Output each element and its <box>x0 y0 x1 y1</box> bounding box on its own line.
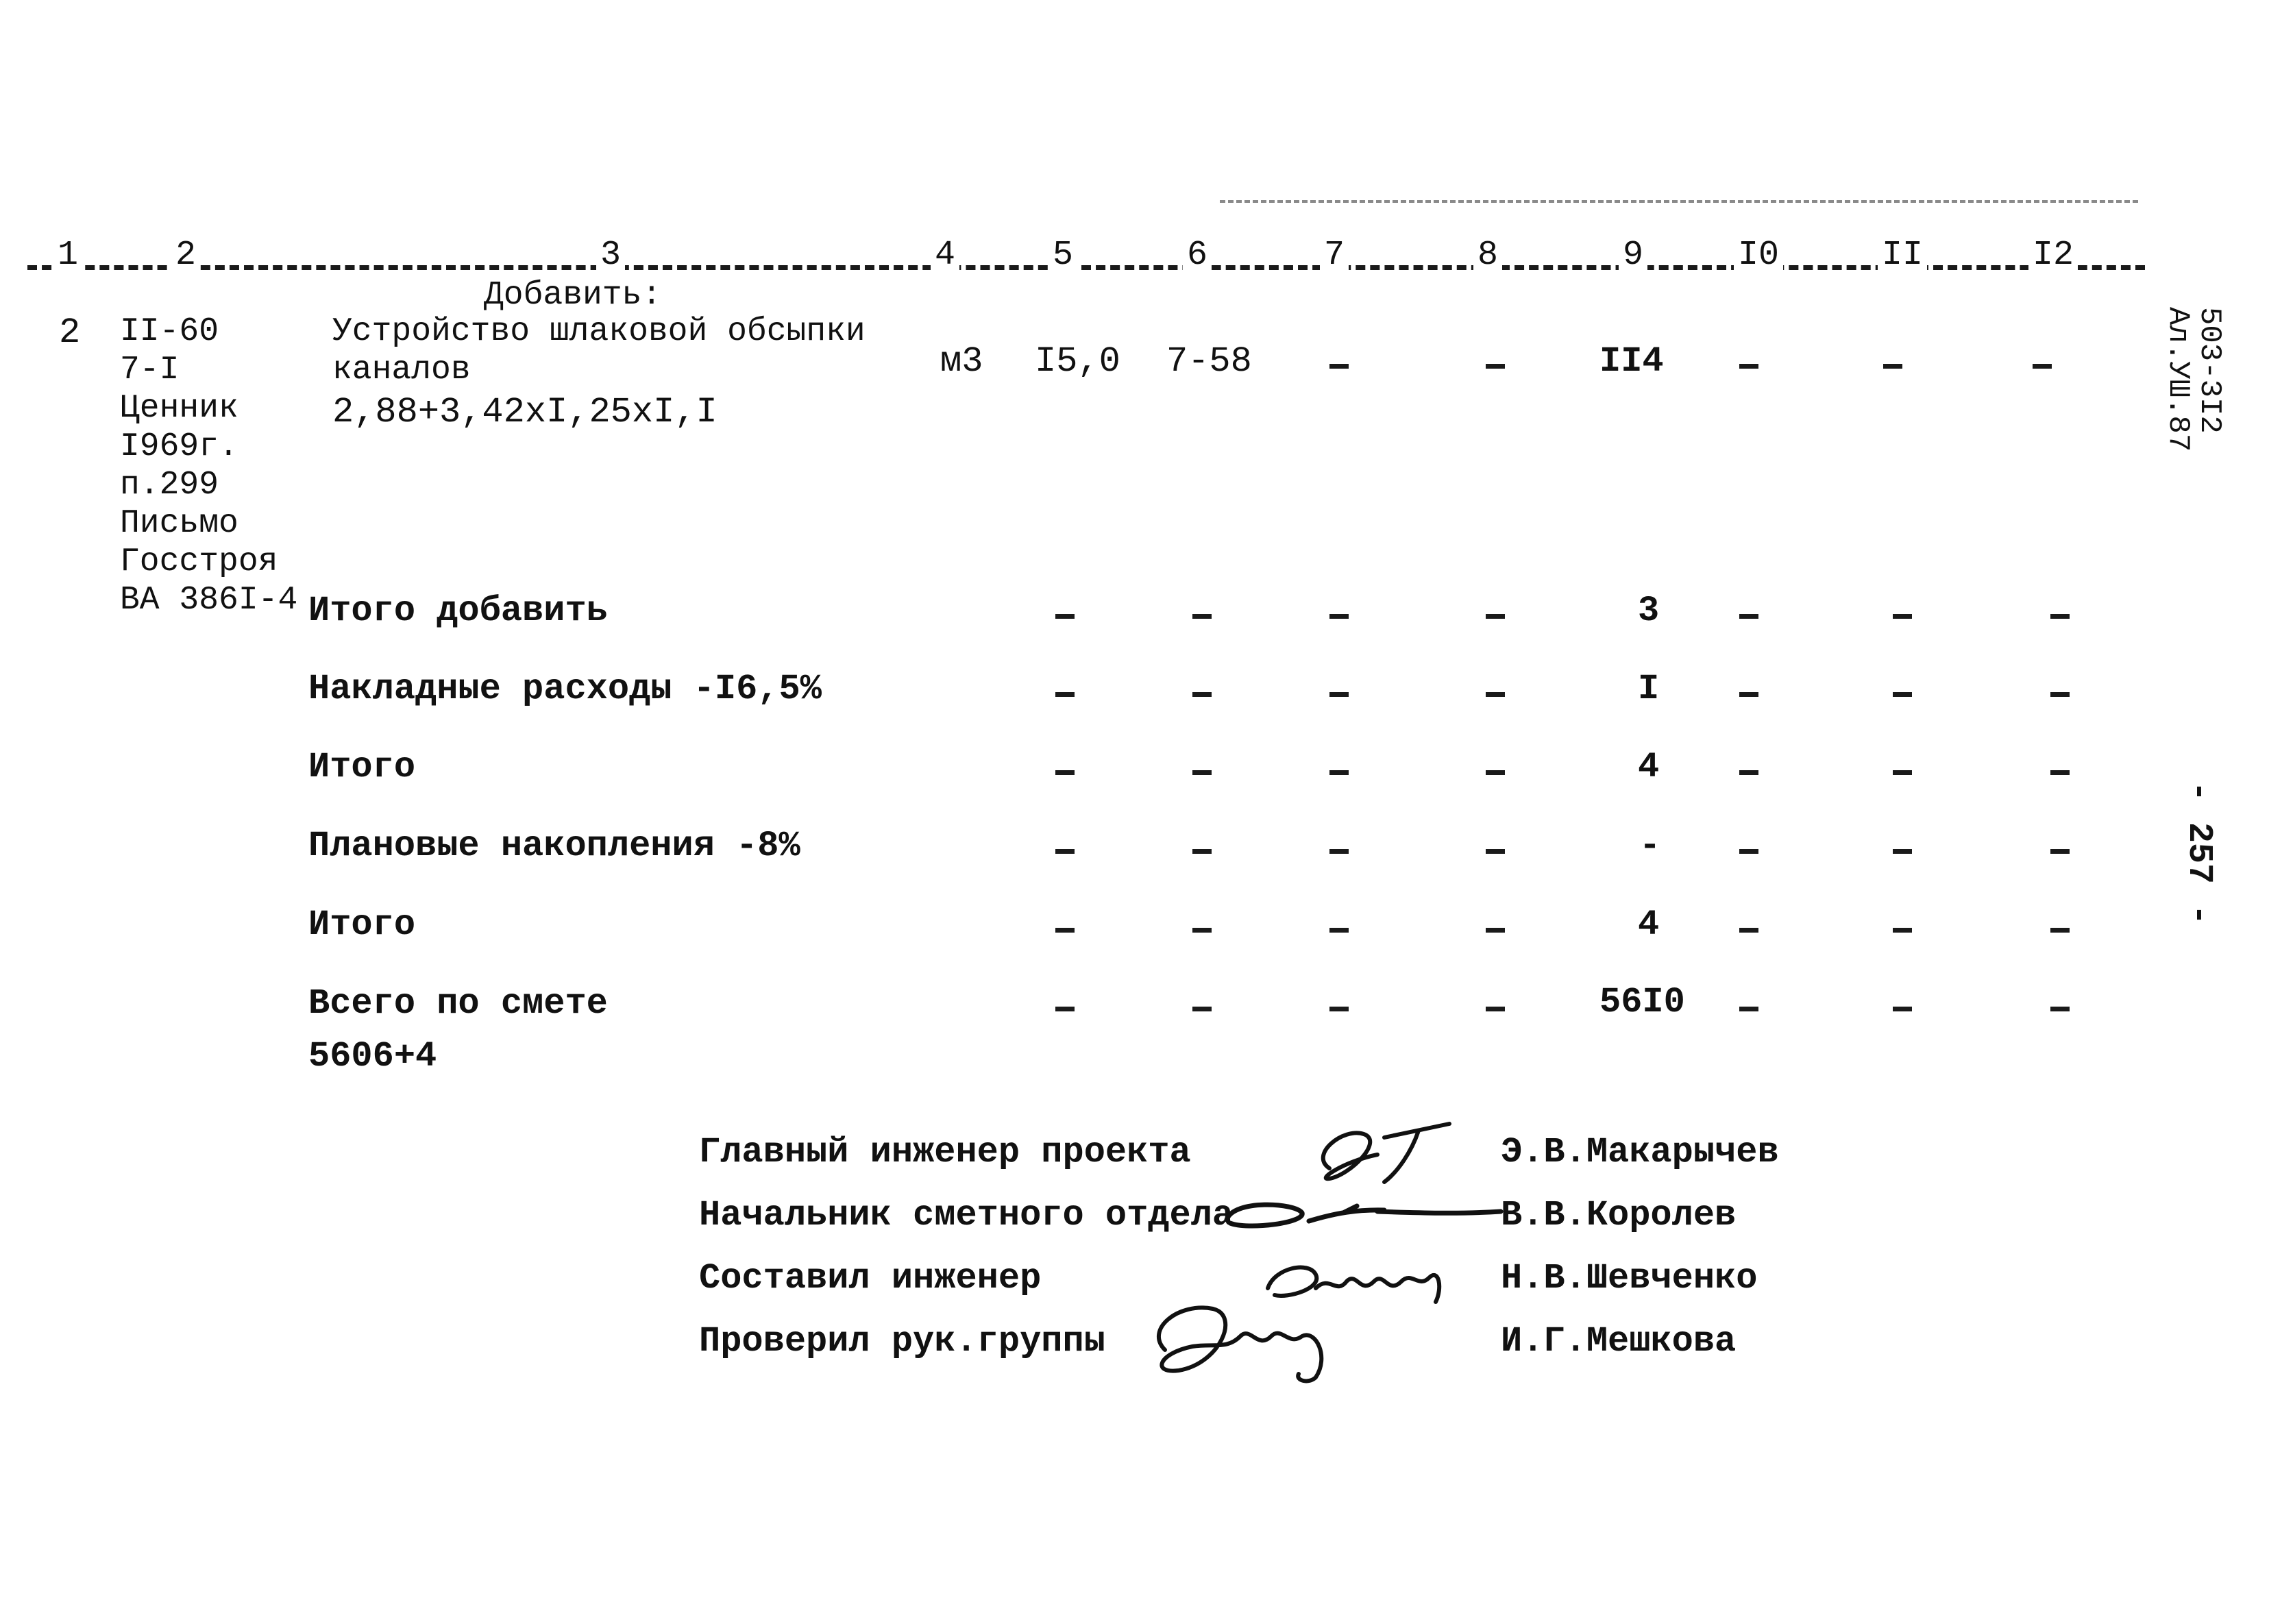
summary-label: Накладные расходы -I6,5% <box>308 669 822 709</box>
header-rule <box>27 265 2145 270</box>
summary-dash <box>1893 924 1912 936</box>
summary-dash <box>1486 610 1505 622</box>
item-code-line: Госстроя <box>120 543 278 580</box>
item-code-line: п.299 <box>120 467 219 504</box>
summary-dash <box>2050 766 2070 778</box>
item-col10-dash <box>1739 360 1758 372</box>
summary-dash <box>1055 688 1075 700</box>
summary-dash <box>1192 1002 1212 1015</box>
item-number: 2 <box>59 312 81 353</box>
summary-dash <box>1329 688 1349 700</box>
item-code-line: ВА 386I-4 <box>120 582 298 619</box>
column-number-11: II <box>1878 236 1927 275</box>
summary-dash <box>1055 766 1075 778</box>
column-number-7: 7 <box>1320 236 1349 275</box>
item-description-line: Устройство шлаковой обсыпки <box>332 313 866 350</box>
signature-name: В.В.Королев <box>1501 1195 1737 1235</box>
summary-dash <box>1893 766 1912 778</box>
summary-dash <box>1893 610 1912 622</box>
summary-dash <box>1893 688 1912 700</box>
summary-col9-value: 56I0 <box>1599 982 1685 1022</box>
summary-dash <box>1329 845 1349 857</box>
item-formula: 2,88+3,42xI,25xI,I <box>332 392 718 432</box>
summary-dash <box>1893 1002 1912 1015</box>
summary-dash <box>1486 688 1505 700</box>
page-number: - 257 - <box>2179 781 2218 926</box>
item-description-line: каналов <box>332 352 471 389</box>
summary-dash <box>1192 845 1212 857</box>
summary-dash <box>1893 845 1912 857</box>
summary-col9-value: I <box>1638 669 1660 709</box>
summary-dash <box>1739 610 1758 622</box>
summary-dash <box>1739 845 1758 857</box>
summary-dash <box>1192 610 1212 622</box>
summary-dash <box>1192 688 1212 700</box>
item-description <box>332 312 866 389</box>
item-quantity: I5,0 <box>1035 341 1120 382</box>
signature-chief-engineer <box>1302 1114 1480 1196</box>
item-code-line: I969г. <box>120 428 238 465</box>
summary-label: Плановые накопления -8% <box>308 826 800 866</box>
item-col7-dash <box>1329 360 1349 372</box>
signature-role: Проверил рук.группы <box>699 1321 1105 1362</box>
summary-dash <box>1055 610 1075 622</box>
signature-role: Главный инженер проекта <box>699 1132 1191 1172</box>
item-col11-dash <box>1883 360 1902 372</box>
signature-role: Составил инженер <box>699 1258 1042 1299</box>
summary-label: Всего по смете <box>308 983 608 1024</box>
doc-code: 503-3I2 <box>2192 307 2227 434</box>
summary-dash <box>1329 1002 1349 1015</box>
column-number-5: 5 <box>1048 236 1077 275</box>
summary-dash <box>1192 766 1212 778</box>
add-header: Добавить: <box>484 277 662 314</box>
column-number-8: 8 <box>1473 236 1502 275</box>
summary-dash <box>1486 766 1505 778</box>
column-number-6: 6 <box>1183 236 1212 275</box>
summary-dash <box>1486 845 1505 857</box>
signature-role: Начальник сметного отдела <box>699 1195 1234 1235</box>
summary-col9-value: 4 <box>1638 747 1660 787</box>
summary-col9-value: 4 <box>1638 905 1660 945</box>
summary-dash <box>1055 845 1075 857</box>
column-number-2: 2 <box>171 236 200 275</box>
summary-dash <box>1739 1002 1758 1015</box>
item-price: 7-58 <box>1166 341 1252 382</box>
summary-col9-value: 3 <box>1638 591 1660 631</box>
sheet-ref: Ал.УШ.87 <box>2161 307 2195 452</box>
item-col9-value: II4 <box>1599 341 1664 382</box>
summary-dash <box>1055 1002 1075 1015</box>
item-unit: м3 <box>940 341 983 382</box>
item-code-block <box>120 312 297 619</box>
summary-dash <box>2050 924 2070 936</box>
summary-dash <box>1739 688 1758 700</box>
header-faint-marks <box>1220 200 2138 203</box>
summary-dash <box>2050 688 2070 700</box>
summary-dash <box>1055 924 1075 936</box>
summary-dash <box>2050 1002 2070 1015</box>
item-code-line: 7-I <box>120 352 180 389</box>
column-number-1: 1 <box>53 236 82 275</box>
column-number-9: 9 <box>1619 236 1647 275</box>
item-col12-dash <box>2033 360 2052 372</box>
summary-dash <box>1192 924 1212 936</box>
column-number-3: 3 <box>596 236 625 275</box>
summary-dash <box>1486 924 1505 936</box>
summary-dash <box>2050 845 2070 857</box>
item-code-line: Ценник <box>120 390 238 427</box>
summary-col9-value: - <box>1639 826 1661 866</box>
summary-dash <box>1329 924 1349 936</box>
item-code-line: II-60 <box>120 313 219 350</box>
summary-dash <box>1329 610 1349 622</box>
column-number-4: 4 <box>931 236 959 275</box>
summary-dash <box>1739 924 1758 936</box>
summary-label: Итого <box>308 747 416 787</box>
summary-dash <box>1329 766 1349 778</box>
summary-note: 5606+4 <box>308 1036 437 1076</box>
signature-name: Н.В.Шевченко <box>1501 1258 1758 1299</box>
summary-label: Итого <box>308 905 416 945</box>
column-number-12: I2 <box>2028 236 2078 275</box>
summary-dash <box>1486 1002 1505 1015</box>
summary-dash <box>1739 766 1758 778</box>
summary-label: Итого добавить <box>308 591 608 631</box>
signature-name: И.Г.Мешкова <box>1501 1321 1737 1362</box>
signature-estimate-head <box>1220 1185 1508 1247</box>
item-code-line: Письмо <box>120 505 238 542</box>
column-number-10: I0 <box>1734 236 1783 275</box>
item-col8-dash <box>1486 360 1505 372</box>
signature-group-head <box>1138 1288 1371 1391</box>
summary-dash <box>2050 610 2070 622</box>
signature-name: Э.В.Макарычев <box>1501 1132 1779 1172</box>
